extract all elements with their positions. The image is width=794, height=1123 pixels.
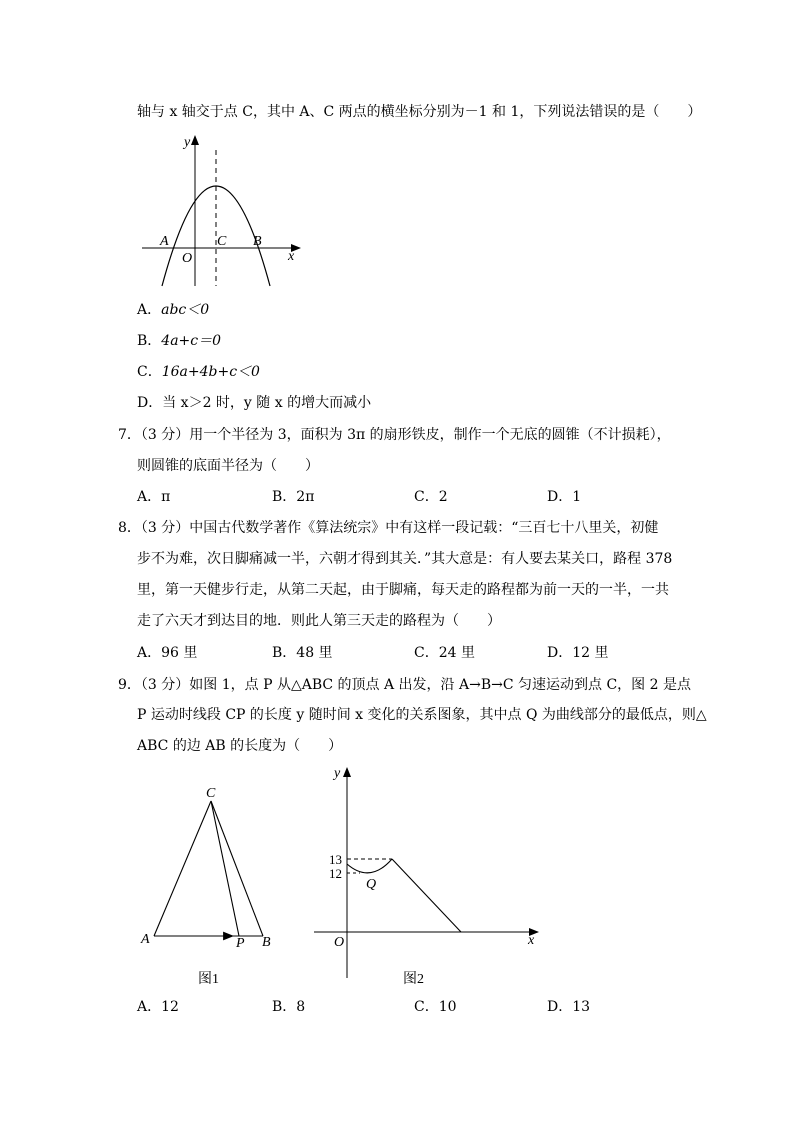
q8-line-4: 走了六天才到达目的地．则此人第三天走的路程为（ ） (137, 613, 501, 629)
q7-option-b: B．2π (272, 489, 315, 505)
q7-option-a: A．π (137, 489, 171, 505)
q6-parabola-graph (140, 128, 310, 288)
q6-label-O: O (182, 251, 193, 266)
q9-figure-1-triangle (138, 780, 288, 990)
q9-fig1-caption: 图1 (198, 972, 219, 987)
q9-fig2-caption: 图2 (403, 972, 424, 987)
q9-option-a: A．12 (137, 999, 179, 1015)
q8-line-2: 步不为难，次日脚痛减一半，六朝才得到其关．”其大意是：有人要去某关口，路程 378 (137, 551, 673, 567)
q9-fig2-label-y: y (334, 766, 341, 781)
q8-option-c: C．24 里 (414, 645, 475, 661)
q9-fig2-tick-13: 13 (329, 852, 342, 867)
q6-option-a: A．abc＜0 (137, 302, 210, 318)
q7-option-c: C．2 (414, 489, 448, 505)
q9-figure-2-graph (310, 760, 550, 990)
q9-fig2-tick-12: 12 (329, 866, 342, 881)
q6-label-y: y (184, 135, 191, 150)
q9-fig1-segment-cp (211, 801, 239, 936)
q6-label-x: x (288, 249, 295, 264)
q9-fig2-label-Q: Q (366, 877, 377, 892)
q9-fig2-label-x: x (528, 933, 535, 948)
q9-option-d: D．13 (547, 999, 591, 1015)
q9-fig1-label-C: C (206, 786, 216, 801)
q9-fig2-label-O: O (334, 935, 345, 950)
q6-label-A: A (160, 234, 169, 249)
q9-fig1-label-B: B (262, 935, 271, 950)
q7-option-d: D．1 (547, 489, 582, 505)
q9-option-c: C．10 (414, 999, 457, 1015)
q9-line-2: P 运动时线段 CP 的长度 y 随时间 x 变化的关系图象，其中点 Q 为曲线部分的最低点，则△ (137, 707, 707, 723)
q8-line-1: 8．（3 分）中国古代数学著作《算法统宗》中有这样一段记载：“三百七十八里关，初健 (118, 520, 659, 536)
q7-line-2: 则圆锥的底面半径为（ ） (137, 458, 319, 474)
q6-stem-tail: 轴与 x 轴交于点 C，其中 A、C 两点的横坐标分别为－1 和 1，下列说法错误的是（ ） (137, 104, 702, 120)
q8-option-d: D．12 里 (547, 645, 609, 661)
q9-fig2-line-segment (392, 859, 461, 932)
q9-fig1-label-P: P (236, 936, 245, 951)
q9-line-3: ABC 的边 AB 的长度为（ ） (137, 738, 343, 754)
q7-line-1: 7．（3 分）用一个半径为 3，面积为 3π 的扇形铁皮，制作一个无底的圆锥（不计损耗）， (118, 427, 671, 443)
q9-fig1-side-ac (154, 801, 211, 936)
q8-line-3: 里，第一天健步行走，从第二天起，由于脚痛，每天走的路程都为前一天的一半，一共 (137, 582, 669, 598)
q9-fig1-side-cb (211, 801, 263, 936)
q9-fig1-label-A: A (141, 932, 150, 947)
q6-label-B: B (253, 234, 262, 249)
q8-option-a: A．96 里 (137, 645, 198, 661)
q9-line-1: 9．（3 分）如图 1，点 P 从△ABC 的顶点 A 出发，沿 A→B→C 匀速运动到点 C，图 2 是点 (118, 677, 691, 693)
q6-option-c: C．16a+4b+c＜0 (137, 364, 260, 380)
q6-label-C: C (217, 234, 227, 249)
q6-option-b: B．4a+c＝0 (137, 333, 222, 349)
q6-option-d: D．当 x＞2 时，y 随 x 的增大而减小 (137, 395, 372, 411)
q9-option-b: B．8 (272, 999, 306, 1015)
q8-option-b: B．48 里 (272, 645, 333, 661)
q9-fig2-curve (347, 859, 392, 873)
